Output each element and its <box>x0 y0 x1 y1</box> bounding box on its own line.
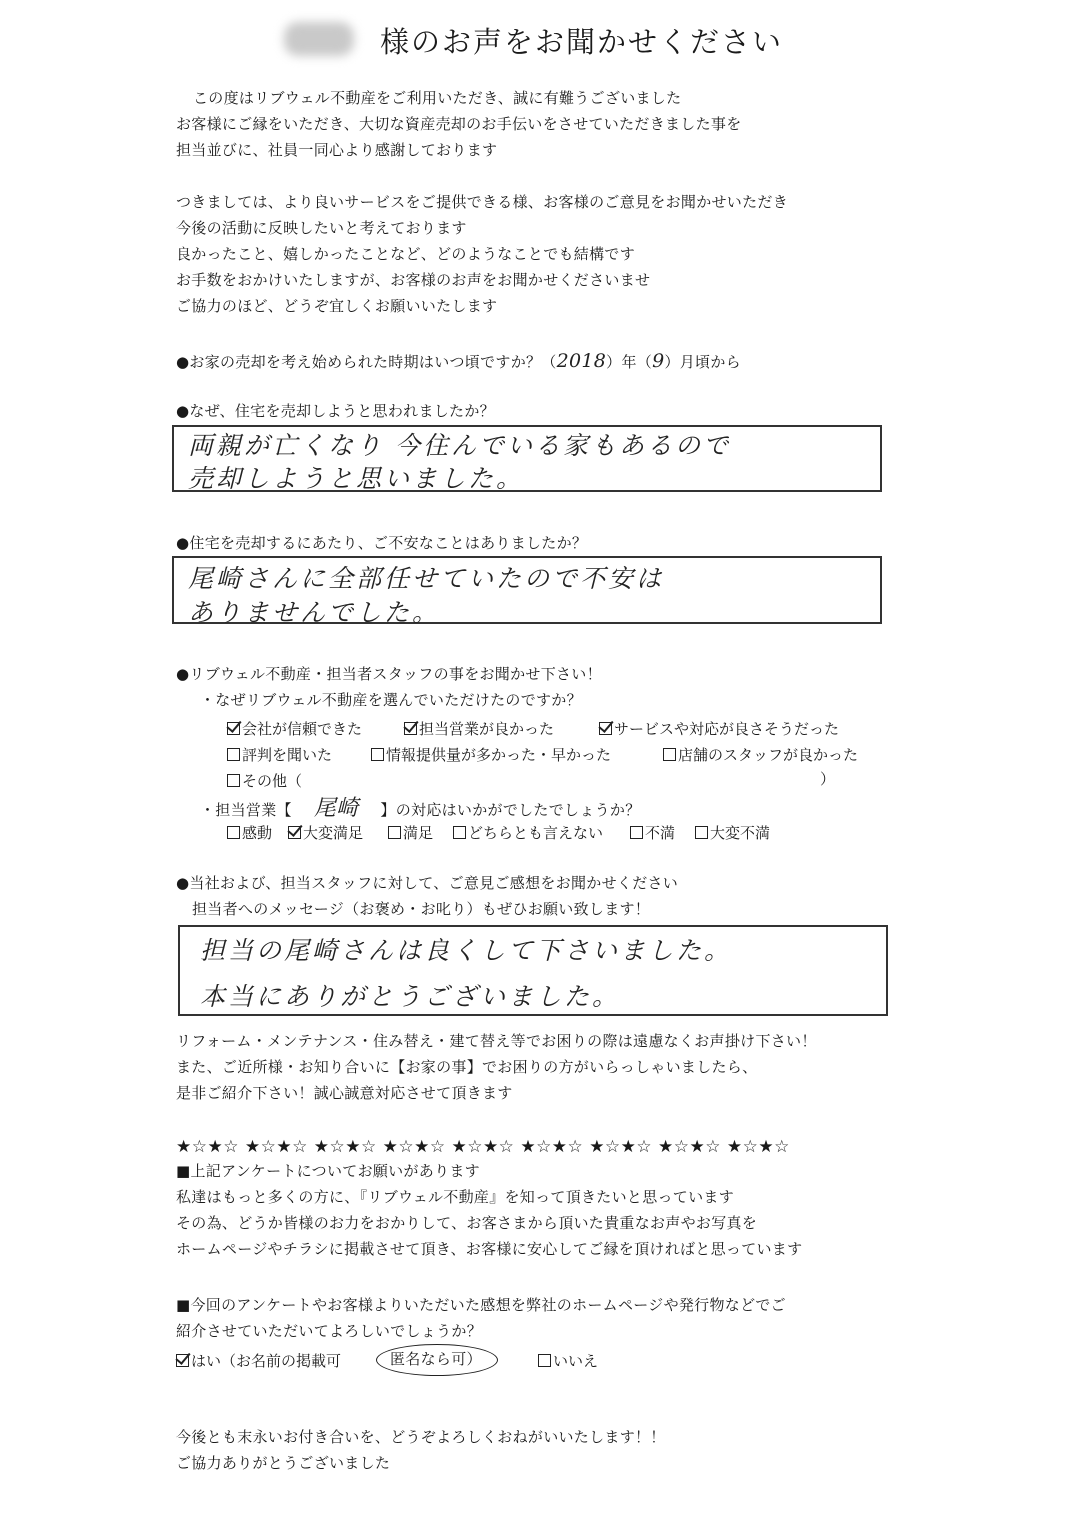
reason-other[interactable]: その他（ <box>227 770 302 791</box>
star-divider: ★☆★☆ ★☆★☆ ★☆★☆ ★☆★☆ ★☆★☆ ★☆★☆ ★☆★☆ ★☆★☆ ★☆★☆ <box>176 1137 790 1157</box>
q2-answer-line-1: 両親が亡くなり 今住んでいる家もあるので <box>188 431 731 460</box>
rating-moved[interactable]: 感動 <box>227 822 272 843</box>
q1-question <box>176 350 741 373</box>
reason-store-staff[interactable]: 店舗のスタッフが良かった <box>663 744 858 765</box>
closing-line-1: 今後とも末永いお付き合いを、どうぞよろしくおねがいいたします！！ <box>176 1428 666 1446</box>
reform-line-1: リフォーム・メンテナンス・住み替え・建て替え等でお困りの際は遠慮なくお声掛け下さい！ <box>176 1032 817 1050</box>
q5-answer-line-1: 担当の尾崎さんは良くして下さいました。 <box>200 936 733 965</box>
checkbox-icon <box>388 826 401 839</box>
checkbox-icon <box>453 826 466 839</box>
reason-sales-staff[interactable]: 担当営業が良かった <box>404 718 554 739</box>
checkbox-icon <box>371 748 384 761</box>
q5-question: ●当社および、担当スタッフに対して、ご意見ご感想をお聞かせください <box>176 874 679 892</box>
notice-line-3: その為、どうか皆様のお力をおかりして、お客さまから頂いた貴重なお声やお写真を <box>176 1214 758 1232</box>
reform-line-3: 是非ご紹介下さい！誠心誠意対応させて頂きます <box>176 1084 513 1102</box>
q1-year: 2018 <box>556 350 607 372</box>
checkbox-icon <box>538 1354 551 1367</box>
consent-question-1: ■今回のアンケートやお客様よりいただいた感想を弊社のホームページや発行物などでご <box>176 1296 786 1314</box>
notice-line-2: 私達はもっと多くの方に、『リブウェル不動産』を知って頂きたいと思っています <box>176 1188 735 1206</box>
reason-service[interactable]: サービスや対応が良さそうだった <box>599 718 839 739</box>
checkbox-icon <box>227 774 240 787</box>
rating-very-satisfied[interactable]: 大変満足 <box>288 822 363 843</box>
q5-answer-line-2: 本当にありがとうございました。 <box>200 982 621 1011</box>
reason-other-close: ） <box>820 770 836 788</box>
q5-sub: 担当者へのメッセージ（お褒め・お叱り）もぜひお願い致します！ <box>192 900 651 918</box>
checkbox-icon <box>599 722 612 735</box>
consent-yes[interactable]: はい（お名前の掲載可 <box>176 1350 341 1371</box>
notice-line-1: ■上記アンケートについてお願いがあります <box>176 1162 480 1180</box>
q4-sub-reason: ・なぜリブウェル不動産を選んでいただけたのですか？ <box>200 691 582 709</box>
page-title: 様のお声をお聞かせください <box>380 25 784 59</box>
checkbox-icon <box>695 826 708 839</box>
staff-name: 尾崎 <box>313 796 359 821</box>
q1-label: ●お家の売却を考え始められた時期はいつ頃ですか？（ <box>176 353 557 371</box>
q1-month: 9 <box>652 350 665 372</box>
rating-satisfied[interactable]: 満足 <box>388 822 433 843</box>
checkbox-icon <box>227 748 240 761</box>
intro-line-3: 担当並びに、社員一同心より感謝しております <box>176 141 498 159</box>
checkbox-icon <box>227 722 240 735</box>
q2-question: ●なぜ、住宅を売却しようと思われましたか？ <box>176 402 495 420</box>
checkbox-icon <box>663 748 676 761</box>
consent-no[interactable]: いいえ <box>538 1350 598 1371</box>
reason-reputation[interactable]: 評判を聞いた <box>227 744 332 765</box>
closing-line-2: ご協力ありがとうございました <box>176 1454 391 1472</box>
consent-question-2: 紹介させていただいてよろしいでしょうか？ <box>176 1322 483 1340</box>
checkbox-icon <box>288 826 301 839</box>
checkbox-icon <box>404 722 417 735</box>
q1-year-suffix: ）年（ <box>606 353 653 371</box>
intro-line-1: この度はリブウェル不動産をご利用いただき、誠に有難うございました <box>193 89 682 107</box>
q3-answer-line-1: 尾崎さんに全部任せていたので不安は <box>188 564 665 593</box>
intro-line-2: お客様にご縁をいただき、大切な資産売却のお手伝いをさせていただきました事を <box>176 115 742 133</box>
q2-answer-line-2: 売却しようと思いました。 <box>188 464 525 493</box>
checkbox-icon <box>176 1354 189 1367</box>
consent-anonymous: 匿名なら可） <box>390 1350 482 1368</box>
redacted-name <box>284 22 354 56</box>
checkbox-icon <box>630 826 643 839</box>
request-line-3: 良かったこと、嬉しかったことなど、どのようなことでも結構です <box>176 245 636 263</box>
reform-line-2: また、ご近所様・お知り合いに【お家の事】でお困りの方がいらっしゃいましたら、 <box>176 1058 758 1076</box>
q1-month-suffix: ）月頃から <box>664 353 741 371</box>
request-line-2: 今後の活動に反映したいと考えております <box>176 219 467 237</box>
notice-line-4: ホームページやチラシに掲載させて頂き、お客様に安心してご縁を頂ければと思っています <box>176 1240 803 1258</box>
reason-information[interactable]: 情報提供量が多かった・早かった <box>371 744 611 765</box>
request-line-1: つきましては、より良いサービスをご提供できる様、お客様のご意見をお聞かせいただき <box>176 193 789 211</box>
rating-dissatisfied[interactable]: 不満 <box>630 822 675 843</box>
q4-sub-staff: ・担当営業【 尾崎 】の対応はいかがでしたでしょうか？ <box>200 796 641 821</box>
q3-answer-line-2: ありませんでした。 <box>188 598 441 627</box>
rating-neutral[interactable]: どちらとも言えない <box>453 822 603 843</box>
checkbox-icon <box>227 826 240 839</box>
q3-question: ●住宅を売却するにあたり、ご不安なことはありましたか？ <box>176 534 588 552</box>
request-line-4: お手数をおかけいたしますが、お客様のお声をお聞かせくださいませ <box>176 271 651 289</box>
q4-question: ●リブウェル不動産・担当者スタッフの事をお聞かせ下さい！ <box>176 665 602 683</box>
rating-very-dissatisfied[interactable]: 大変不満 <box>695 822 770 843</box>
reason-company-trust[interactable]: 会社が信頼できた <box>227 718 362 739</box>
request-line-5: ご協力のほど、どうぞ宜しくお願いいたします <box>176 297 498 315</box>
